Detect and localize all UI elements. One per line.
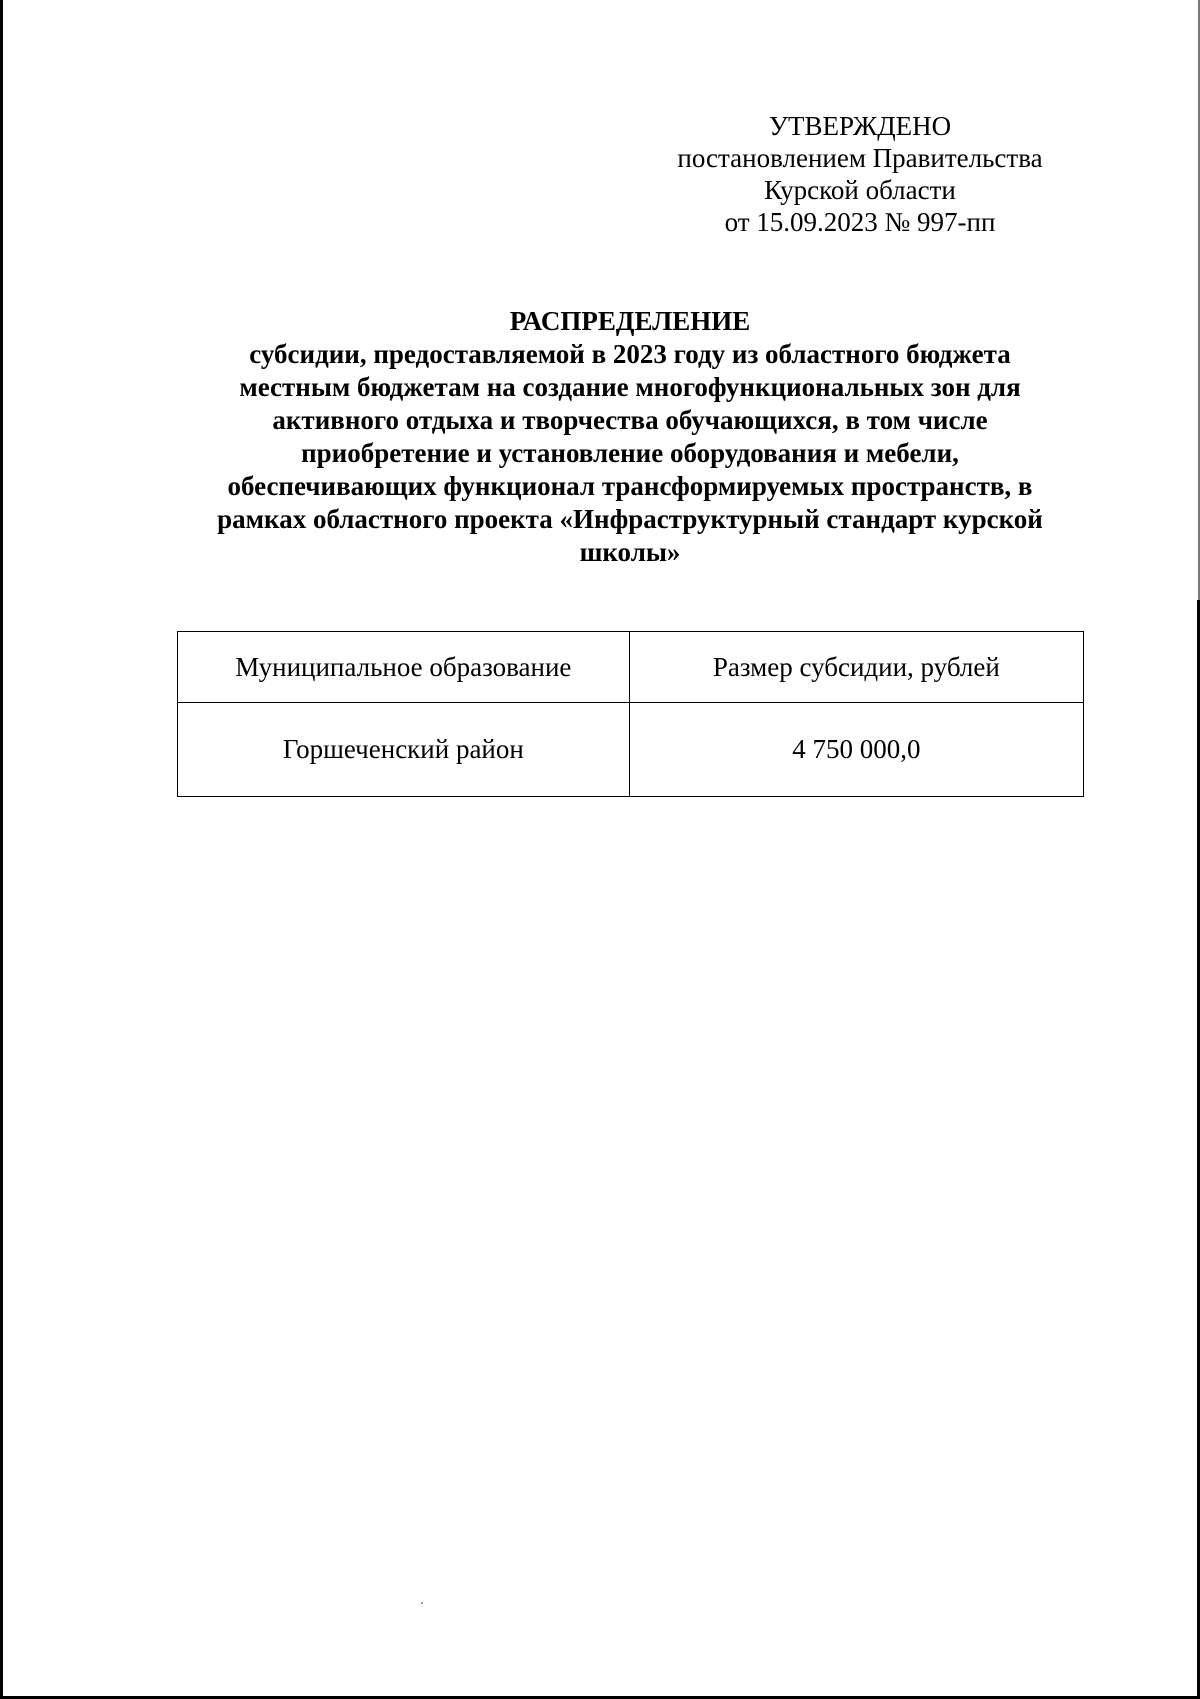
title-heading: РАСПРЕДЕЛЕНИЕ — [509, 306, 751, 336]
cell-municipality: Горшеченский район — [178, 703, 630, 797]
title-line-5: обеспечивающих функционал трансформируемых пространств, в — [227, 471, 1033, 501]
cell-subsidy-amount: 4 750 000,0 — [629, 703, 1083, 797]
approval-region: Курской области — [764, 175, 956, 205]
approval-authority: постановлением Правительства — [677, 143, 1043, 173]
distribution-table — [177, 631, 1084, 797]
header-subsidy-amount: Размер субсидии, рублей — [629, 632, 1083, 703]
approval-date-number: от 15.09.2023 № 997-пп — [724, 207, 996, 237]
header-municipality: Муниципальное образование — [178, 632, 630, 703]
approval-heading: УТВЕРЖДЕНО — [768, 111, 952, 141]
table-row — [178, 703, 1084, 797]
title-line-2: местным бюджетам на создание многофункциональных зон для — [239, 372, 1021, 402]
title-line-4: приобретение и установление оборудования и мебели, — [301, 438, 959, 468]
scan-speck — [421, 1602, 423, 1604]
title-line-7: школы» — [579, 537, 681, 567]
title-line-1: субсидии, предоставляемой в 2023 году из областного бюджета — [249, 339, 1011, 369]
title-line-3: активного отдыха и творчества обучающихся, в том числе — [272, 405, 988, 435]
table-header-row — [178, 632, 1084, 703]
page-border-left — [0, 0, 3, 1699]
approval-stamp-block — [640, 110, 1080, 238]
title-line-6: рамках областного проекта «Инфраструктурный стандарт курской — [217, 504, 1043, 534]
document-title — [150, 305, 1110, 569]
